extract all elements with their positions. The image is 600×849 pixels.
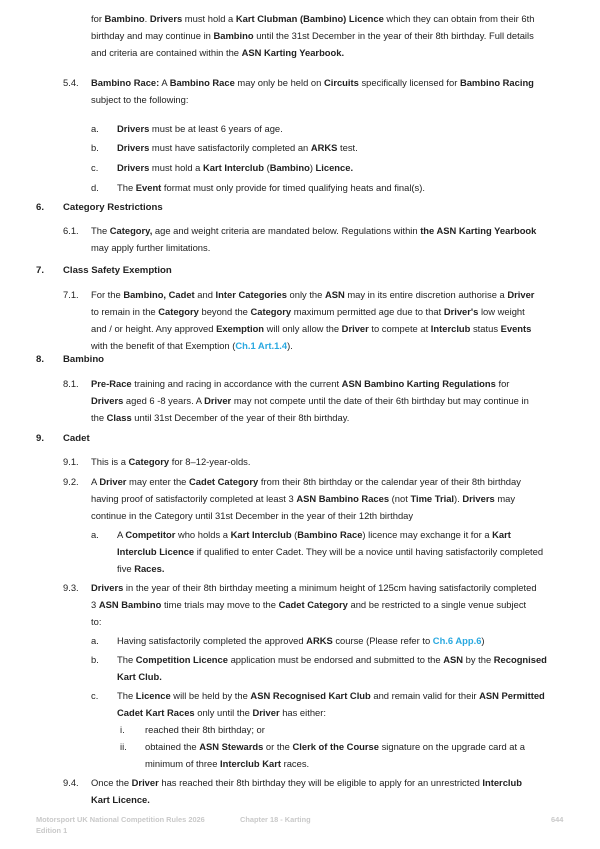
list-item: [117, 706, 326, 719]
section-number: 6.: [36, 202, 45, 213]
defined-term: Category: [158, 306, 199, 317]
item-letter: a.: [91, 123, 99, 134]
item-letter: a.: [91, 635, 99, 646]
text-run: must have satisfactorily completed an: [149, 142, 311, 153]
defined-term: Bambino: [104, 13, 145, 24]
item-letter: b.: [91, 142, 99, 153]
list-item: [117, 653, 547, 666]
text-run: ) licence may exchange it for a: [362, 529, 493, 540]
defined-term: ARKS: [310, 142, 338, 153]
text-run: only until the: [194, 707, 253, 718]
defined-term: Category: [128, 456, 170, 467]
text-run: the: [91, 412, 107, 423]
defined-term: the ASN Karting Yearbook: [420, 225, 537, 236]
defined-term: Bambino Race: [169, 77, 235, 88]
text-run: application must be endorsed and submitted to the: [227, 654, 444, 665]
text-run: Having satisfactorily completed the approved: [117, 635, 307, 646]
list-item: [117, 161, 353, 174]
text-run: for: [495, 378, 510, 389]
text-run: having proof of satisfactorily completed at least 3: [91, 493, 297, 504]
defined-term: Competition Licence: [135, 654, 228, 665]
para-line: [91, 288, 534, 301]
defined-term: Interclub Licence: [117, 546, 195, 557]
item-numeral: i.: [120, 724, 125, 735]
clause-number: 8.1.: [63, 378, 79, 389]
section-number: 7.: [36, 265, 45, 276]
list-item: [117, 670, 162, 683]
defined-term: Recognised: [493, 654, 547, 665]
item-numeral: ii.: [120, 741, 127, 752]
para-line: [91, 394, 529, 407]
text-run: age and weight criteria are mandated below. Regulations within: [152, 225, 421, 236]
defined-term: Time Trial: [410, 493, 455, 504]
defined-term: ASN Bambino Karting Regulations: [341, 378, 496, 389]
text-run: The: [117, 654, 136, 665]
para-line: [91, 339, 293, 352]
item-letter: b.: [91, 654, 99, 665]
defined-term: Drivers: [117, 162, 150, 173]
defined-term: ASN: [443, 654, 464, 665]
clause-number: 6.1.: [63, 225, 79, 236]
item-letter: d.: [91, 182, 99, 193]
defined-term: ASN Stewards: [199, 741, 264, 752]
text-run: minimum of three: [145, 758, 221, 769]
defined-term: Bambino Racing: [459, 77, 534, 88]
defined-term: Kart Interclub: [203, 162, 264, 173]
section-heading: Bambino: [63, 354, 105, 365]
para-line: [91, 322, 531, 335]
footer-edition: Edition 1: [36, 826, 68, 835]
text-run: until the 31st December in the year of their 8th birthday. Full details: [253, 30, 534, 41]
text-run: (: [263, 162, 270, 173]
item-letter: a.: [91, 529, 99, 540]
list-item: [145, 757, 309, 770]
section-number: 8.: [36, 354, 45, 365]
text-run: must hold a: [182, 13, 236, 24]
text-run: obtained the: [145, 741, 200, 752]
text-run: which they can obtain from their 6th: [383, 13, 535, 24]
text-run: or the: [263, 741, 293, 752]
footer-chapter: Chapter 18 - Karting: [240, 815, 311, 824]
text-run: The: [117, 690, 136, 701]
para-line: [91, 581, 537, 594]
list-item: [117, 528, 511, 541]
text-run: For the: [91, 289, 124, 300]
defined-term: Kart Interclub: [230, 529, 292, 540]
text-run: ).: [287, 340, 293, 351]
text-run: and: [194, 289, 216, 300]
para-line: [91, 29, 534, 42]
defined-term: Driver: [131, 777, 159, 788]
para-line: subject to the following:: [91, 94, 189, 105]
text-run: if qualified to enter Cadet. They will be a novice until having satisfactorily completed: [194, 546, 544, 557]
defined-term: Driver: [99, 476, 127, 487]
clause-number: 7.1.: [63, 289, 79, 300]
defined-term: Driver's: [443, 306, 479, 317]
defined-term: Circuits: [323, 77, 359, 88]
para-line: [91, 76, 534, 89]
defined-term: Driver: [252, 707, 280, 718]
cross-reference-link[interactable]: Ch.1 Art.1.4: [235, 340, 288, 351]
text-run: maximum permitted age due to that: [291, 306, 444, 317]
text-run: A: [159, 77, 170, 88]
defined-term: Pre-Race: [91, 378, 132, 389]
list-item: [117, 545, 543, 558]
text-run: with the benefit of that Exemption (: [91, 340, 236, 351]
text-run: ).: [454, 493, 463, 504]
text-run: may not compete until the date of their 6th birthday but may continue in: [231, 395, 529, 406]
list-item: [117, 181, 425, 194]
defined-term: Drivers: [91, 395, 124, 406]
defined-term: Inter Categories: [215, 289, 287, 300]
text-run: will be held by the: [170, 690, 251, 701]
text-run: A: [117, 529, 126, 540]
text-run: status: [470, 323, 501, 334]
text-run: test.: [337, 142, 358, 153]
text-run: specifically licensed for: [358, 77, 460, 88]
section-heading: Class Safety Exemption: [63, 265, 172, 276]
defined-term: Drivers: [117, 142, 150, 153]
text-run: has reached their 8th birthday they will be eligible to apply for an unrestricted: [158, 777, 483, 788]
clause-number: 9.3.: [63, 582, 79, 593]
defined-term: Category: [250, 306, 292, 317]
text-run: will only allow the: [264, 323, 342, 334]
text-run: only the: [286, 289, 325, 300]
item-letter: c.: [91, 690, 99, 701]
defined-term: Kart Club.: [117, 671, 162, 682]
text-run: low weight: [478, 306, 525, 317]
text-run: format must only provide for timed qualifying heats and final(s).: [161, 182, 425, 193]
defined-term: Driver: [341, 323, 369, 334]
text-run: ): [309, 162, 316, 173]
para-line: [91, 492, 515, 505]
para-line: [91, 455, 250, 468]
text-run: A: [91, 476, 100, 487]
text-run: time trials may move to the: [161, 599, 279, 610]
text-run: may only be held on: [234, 77, 324, 88]
list-item: [117, 562, 164, 575]
para-line: [91, 793, 150, 806]
defined-term: Kart: [492, 529, 511, 540]
text-run: to remain in the: [91, 306, 159, 317]
defined-term: ASN Bambino Races: [296, 493, 390, 504]
defined-term: Clerk of the Course: [292, 741, 379, 752]
text-run: course (Please refer to: [332, 635, 433, 646]
defined-term: Interclub: [482, 777, 522, 788]
text-run: may enter the: [126, 476, 189, 487]
text-run: training and racing in accordance with the current: [131, 378, 342, 389]
defined-term: Bambino: [213, 30, 254, 41]
text-run: and remain valid for their: [370, 690, 480, 701]
text-run: from their 8th birthday or the calendar year of their 8th birthday: [258, 476, 521, 487]
text-run: and criteria are contained within the: [91, 47, 242, 58]
text-run: signature on the upgrade card at a: [378, 741, 525, 752]
defined-term: Cadet Category: [278, 599, 348, 610]
defined-term: Competitor: [125, 529, 176, 540]
text-run: aged 6 -8 years. A: [123, 395, 205, 406]
defined-term: ASN Permitted: [479, 690, 545, 701]
defined-term: Kart Licence.: [91, 794, 150, 805]
para-line: may apply further limitations.: [91, 242, 211, 253]
defined-term: Licence.: [315, 162, 354, 173]
text-run: ): [481, 635, 485, 646]
defined-term: Drivers: [149, 13, 183, 24]
text-run: must hold a: [149, 162, 204, 173]
para-line: continue in the Category until 31st December in the year of their 12th birthday: [91, 510, 414, 521]
text-run: The: [91, 225, 110, 236]
footer-page-number: 644: [551, 815, 564, 824]
text-run: in the year of their 8th birthday meeting a minimum height of 125cm having satisfactorily completed: [123, 582, 537, 593]
text-run: .: [144, 13, 150, 24]
defined-term: Driver: [507, 289, 535, 300]
defined-term: Drivers: [91, 582, 124, 593]
text-run: and / or height. Any approved: [91, 323, 217, 334]
defined-term: Cadet Category: [188, 476, 259, 487]
list-item: [117, 141, 358, 154]
text-run: until 31st December of the year of their 8th birthday.: [131, 412, 350, 423]
text-run: who holds a: [175, 529, 231, 540]
defined-term: Event: [135, 182, 162, 193]
text-run: and be restricted to a single venue subject: [347, 599, 527, 610]
defined-term: Licence: [135, 690, 171, 701]
section-number: 9.: [36, 433, 45, 444]
defined-term: Cadet Kart Races: [117, 707, 195, 718]
para-line: [91, 776, 522, 789]
text-run: beyond the: [198, 306, 251, 317]
para-line: to:: [91, 616, 102, 627]
text-run: may in its entire discretion authorise a: [344, 289, 508, 300]
list-item: reached their 8th birthday; or: [145, 724, 265, 735]
cross-reference-link[interactable]: Ch.6 App.6: [432, 635, 482, 646]
text-run: for 8–12-year-olds.: [169, 456, 251, 467]
text-run: (: [291, 529, 298, 540]
clause-number: 9.4.: [63, 777, 79, 788]
defined-term: Drivers: [462, 493, 495, 504]
list-item: [117, 122, 283, 135]
section-heading: Category Restrictions: [63, 202, 163, 213]
defined-term: Bambino Race: [297, 529, 363, 540]
defined-term: Interclub: [430, 323, 471, 334]
text-run: for: [91, 13, 105, 24]
list-item: [145, 740, 525, 753]
text-run: by the: [463, 654, 494, 665]
para-line: [91, 475, 521, 488]
clause-number: 9.1.: [63, 456, 79, 467]
para-line: [91, 46, 344, 59]
defined-term: ASN: [324, 289, 345, 300]
defined-term: Interclub Kart: [220, 758, 281, 769]
defined-term: Bambino, Cadet: [123, 289, 195, 300]
defined-term: ASN Bambino: [98, 599, 162, 610]
defined-term: ASN Karting Yearbook.: [241, 47, 345, 58]
text-run: may: [494, 493, 516, 504]
text-run: (not: [389, 493, 411, 504]
text-run: must be at least 6 years of age.: [149, 123, 283, 134]
para-line: [91, 377, 509, 390]
text-run: 3: [91, 599, 99, 610]
text-run: five: [117, 563, 135, 574]
defined-term: Class: [106, 412, 132, 423]
defined-term: ASN Recognised Kart Club: [250, 690, 371, 701]
para-line: [91, 411, 349, 424]
defined-term: Exemption: [216, 323, 265, 334]
item-letter: c.: [91, 162, 99, 173]
clause-number: 9.2.: [63, 476, 79, 487]
para-line: [91, 12, 534, 25]
clause-number: 5.4.: [63, 77, 79, 88]
defined-term: Category,: [109, 225, 153, 236]
para-line: [91, 598, 526, 611]
list-item: [117, 689, 545, 702]
defined-term: Drivers: [117, 123, 150, 134]
text-run: Once the: [91, 777, 132, 788]
defined-term: Driver: [204, 395, 232, 406]
section-heading: Cadet: [63, 433, 90, 444]
text-run: This is a: [91, 456, 129, 467]
text-run: birthday and may continue in: [91, 30, 214, 41]
defined-term: Bambino: [269, 162, 310, 173]
defined-term: Events: [500, 323, 532, 334]
defined-term: Bambino Race:: [91, 77, 160, 88]
defined-term: Races.: [134, 563, 165, 574]
text-run: to compete at: [368, 323, 431, 334]
defined-term: Kart Clubman (Bambino) Licence: [235, 13, 384, 24]
list-item: [117, 634, 485, 647]
text-run: has either:: [279, 707, 326, 718]
para-line: [91, 305, 525, 318]
footer-title: Motorsport UK National Competition Rules 2026: [36, 815, 205, 824]
defined-term: ARKS: [306, 635, 333, 646]
para-line: [91, 224, 536, 237]
text-run: The: [117, 182, 136, 193]
text-run: races.: [280, 758, 310, 769]
